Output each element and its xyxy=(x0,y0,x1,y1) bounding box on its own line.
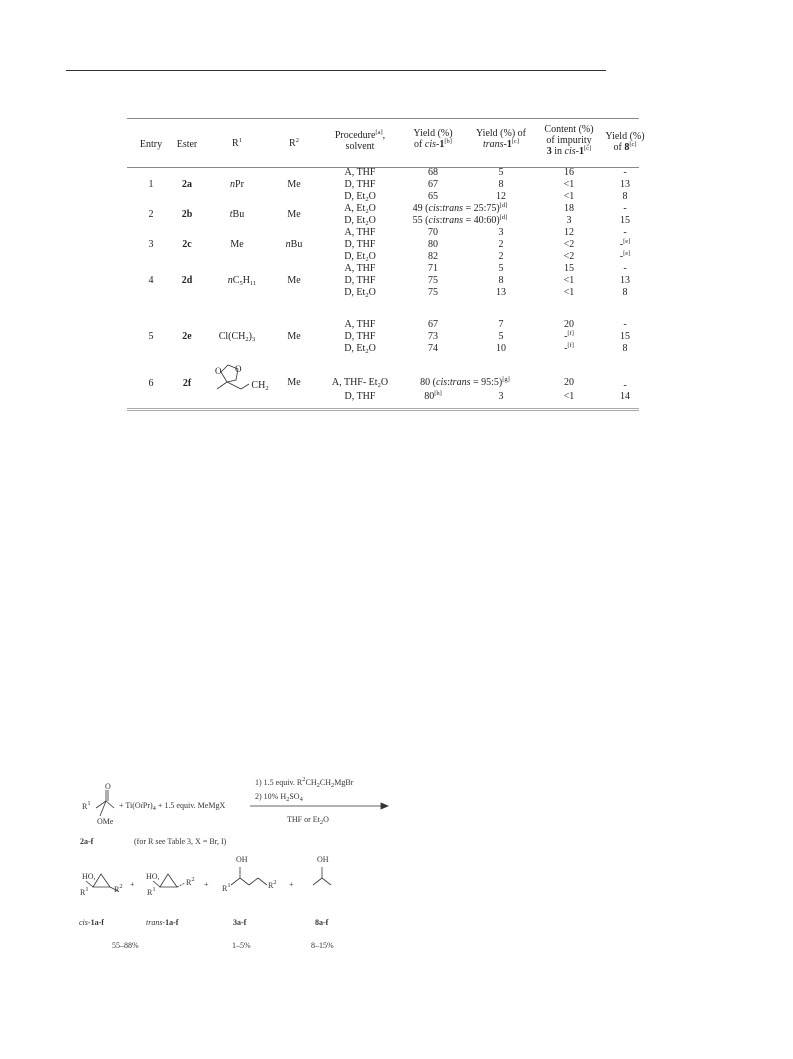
impurity-cell: <1 xyxy=(563,391,575,402)
cis-yield: 55–88% xyxy=(112,941,139,950)
yield8-cell: 14 xyxy=(620,391,630,402)
yield8-cell: 13 xyxy=(620,179,630,190)
yield-trans-cell: 3 xyxy=(498,227,504,238)
reagent-step1: 1) 1.5 equiv. $R^2CH_2CH_2MgBr$ xyxy=(255,776,354,789)
yield8-cell: 8 xyxy=(622,191,628,202)
ester-compound-label: 2a-f xyxy=(80,837,94,846)
impurity-cell: -[f] xyxy=(564,342,574,354)
isopropanol-yield: 8–15% xyxy=(311,941,334,950)
r2-value: nBu xyxy=(285,239,303,250)
svg-text:O: O xyxy=(215,366,222,376)
yield8-cell: 15 xyxy=(620,215,630,226)
yield-trans-cell: 7 xyxy=(498,319,504,330)
impurity-cell: 20 xyxy=(564,377,574,388)
cis-ho: HO, xyxy=(82,872,96,881)
trans-r1: $R^1$ xyxy=(147,886,156,897)
procedure-cell: A, THF xyxy=(344,263,376,274)
yield8-cell: -[e] xyxy=(619,238,631,250)
procedure-cell: D, THF xyxy=(344,179,376,190)
procedure-cell: A, $Et_2O$ xyxy=(344,203,376,215)
r1-value: $Cl(CH_2)_3$ xyxy=(218,331,256,343)
r1-value: nPr xyxy=(230,179,244,190)
alcohol-r2: $R^2$ xyxy=(268,879,277,890)
cis-r1: $R^1$ xyxy=(80,886,89,897)
yield8-cell: 8 xyxy=(622,287,628,298)
page-top-rule xyxy=(66,70,606,71)
procedure-cell: D, THF xyxy=(344,275,376,286)
yield-trans-cell: 8 xyxy=(498,179,504,190)
header-entry: Entry xyxy=(139,139,163,150)
procedure-cell: D, $Et_2O$ xyxy=(344,343,376,355)
impurity-cell: 18 xyxy=(564,203,574,214)
ester-label: 2d xyxy=(181,275,193,286)
procedure-cell: A, THF xyxy=(344,227,376,238)
header-yield8: Yield (%) of 8[c] xyxy=(605,131,645,153)
yield-trans-cell: 5 xyxy=(498,263,504,274)
header-r1: $R^1$ xyxy=(232,137,242,149)
r1-value: tBu xyxy=(229,209,245,220)
procedure-cell: D, THF xyxy=(344,391,376,402)
entry-number: 1 xyxy=(148,179,154,190)
yield-trans-cell: 10 xyxy=(496,343,506,354)
r2-value: Me xyxy=(287,209,301,220)
reactants-text: + $Ti(OiPr)_4 + 1.5$ equiv. MeMgX xyxy=(119,801,226,812)
yield8-cell: - xyxy=(623,227,627,238)
trans-r2: $R^2$ xyxy=(186,876,195,887)
entry-number: 2 xyxy=(148,209,154,220)
ester-r1-label: $R^1$ xyxy=(82,800,91,811)
impurity-cell: 12 xyxy=(564,227,574,238)
yield8-cell: 15 xyxy=(620,331,630,342)
alcohol-yield: 1–5% xyxy=(232,941,251,950)
yield-cis-cell: 82 xyxy=(428,251,438,262)
header-yield-cis: Yield (%) of cis-1[b] xyxy=(413,128,453,150)
plus-sign: + xyxy=(289,880,294,889)
impurity-cell: <1 xyxy=(563,287,575,298)
yield-cis-cell: 68 xyxy=(428,167,438,178)
yield-trans-cell: 2 xyxy=(498,251,504,262)
yield8-cell: - xyxy=(623,167,627,178)
procedure-cell: D, THF xyxy=(344,331,376,342)
yield-cis-cell: 70 xyxy=(428,227,438,238)
yield-cis-cell: 80[h] xyxy=(424,390,442,402)
impurity-cell: 3 xyxy=(566,215,572,226)
yield-cis-cell: 80 (cis:trans = 95:5)[g] xyxy=(420,376,510,388)
r2-value: Me xyxy=(287,275,301,286)
cis-r2: $R^2$ xyxy=(114,883,123,894)
yield-cis-cell: 65 xyxy=(428,191,438,202)
yield-cis-cell: 71 xyxy=(428,263,438,274)
table-bottom-rule xyxy=(127,408,639,411)
yield-trans-cell: 5 xyxy=(498,331,504,342)
impurity-cell: <1 xyxy=(563,191,575,202)
cis-product-label: cis-1a-f xyxy=(79,918,104,927)
impurity-cell: <2 xyxy=(563,239,575,250)
yield-cis-cell: 75 xyxy=(428,275,438,286)
yield8-cell: 8 xyxy=(622,343,628,354)
yield-trans-cell: 5 xyxy=(498,167,504,178)
yield-cis-cell: 74 xyxy=(428,343,438,354)
alcohol-r1: $R^1$ xyxy=(222,882,231,893)
procedure-cell: D, $Et_2O$ xyxy=(344,287,376,299)
procedure-cell: D, $Et_2O$ xyxy=(344,191,376,203)
header-r2: $R^2$ xyxy=(289,137,299,149)
procedure-cell: A, THF xyxy=(344,167,376,178)
impurity-cell: <1 xyxy=(563,179,575,190)
isopropanol-product-label: 8a-f xyxy=(315,918,329,927)
header-impurity: Content (%) of impurity 3 in cis-1[c] xyxy=(544,124,594,157)
plus-sign: + xyxy=(204,880,209,889)
ester-label: 2e xyxy=(182,331,192,342)
impurity-cell: 16 xyxy=(564,167,574,178)
entry-number: 6 xyxy=(148,378,154,389)
procedure-cell: D, $Et_2O$ xyxy=(344,251,376,263)
r1-value: Me xyxy=(230,239,244,250)
yield8-cell: 13 xyxy=(620,275,630,286)
r2-value: Me xyxy=(287,377,301,388)
yield-trans-cell: 12 xyxy=(496,191,506,202)
impurity-cell: <2 xyxy=(563,251,575,262)
yield8-cell: - xyxy=(623,263,627,274)
header-ester: Ester xyxy=(176,139,198,150)
alcohol-product-label: 3a-f xyxy=(233,918,247,927)
isopropanol-oh: OH xyxy=(317,855,329,864)
plus-sign: + xyxy=(130,880,135,889)
yield-cis-cell: 80 xyxy=(428,239,438,250)
impurity-cell: 20 xyxy=(564,319,574,330)
ester-label: 2a xyxy=(182,179,192,190)
entry-number: 3 xyxy=(148,239,154,250)
yield-trans-cell: 2 xyxy=(498,239,504,250)
procedure-cell: A, THF xyxy=(344,319,376,330)
impurity-cell: <1 xyxy=(563,275,575,286)
yield8-cell: - xyxy=(623,380,627,391)
impurity-cell: 15 xyxy=(564,263,574,274)
trans-ho: HO, xyxy=(146,872,160,881)
yield-cis-cell: 73 xyxy=(428,331,438,342)
table-top-rule xyxy=(127,118,639,119)
r1-value: $CH_2$ xyxy=(251,380,269,392)
yield-cis-cell: 75 xyxy=(428,287,438,298)
entry-number: 5 xyxy=(148,331,154,342)
table-note: (for R see Table 3, X = Br, I) xyxy=(134,837,227,846)
procedure-cell: A, THF- $Et_2O$ xyxy=(331,377,389,389)
alcohol-oh: OH xyxy=(236,855,248,864)
entry-number: 4 xyxy=(148,275,154,286)
yield-trans-cell: 3 xyxy=(498,391,504,402)
ester-label: 2b xyxy=(181,209,193,220)
reagent-step2: 2) 10% $H_2SO_4$ xyxy=(255,792,303,803)
yield8-cell: - xyxy=(623,319,627,330)
yield-trans-cell: 13 xyxy=(496,287,506,298)
yield8-cell: -[e] xyxy=(619,250,631,262)
r2-value: Me xyxy=(287,179,301,190)
header-procedure: Procedure[a], solvent xyxy=(334,129,386,152)
yield8-cell: - xyxy=(623,203,627,214)
header-yield-trans: Yield (%) of trans-1[c] xyxy=(476,128,526,150)
ester-oxygen: O xyxy=(105,782,111,791)
procedure-cell: D, THF xyxy=(344,239,376,250)
yield-cis-cell: 55 (cis:trans = 40:60)[d] xyxy=(412,214,508,226)
ester-label: 2f xyxy=(182,378,192,389)
trans-product-label: trans-1a-f xyxy=(146,918,179,927)
yield-cis-cell: 49 (cis:trans = 25:75)[d] xyxy=(412,202,508,214)
yield-cis-cell: 67 xyxy=(428,179,438,190)
procedure-cell: D, $Et_2O$ xyxy=(344,215,376,227)
solvent-text: THF or $Et_2O$ xyxy=(287,815,329,826)
ester-ome: OMe xyxy=(97,817,114,826)
r1-value: $nC_5H_{11}$ xyxy=(227,275,257,287)
impurity-cell: -[f] xyxy=(564,330,574,342)
r2-value: Me xyxy=(287,331,301,342)
yield-cis-cell: 67 xyxy=(428,319,438,330)
ester-label: 2c xyxy=(182,239,192,250)
svg-text:O: O xyxy=(235,364,242,374)
yield-trans-cell: 8 xyxy=(498,275,504,286)
